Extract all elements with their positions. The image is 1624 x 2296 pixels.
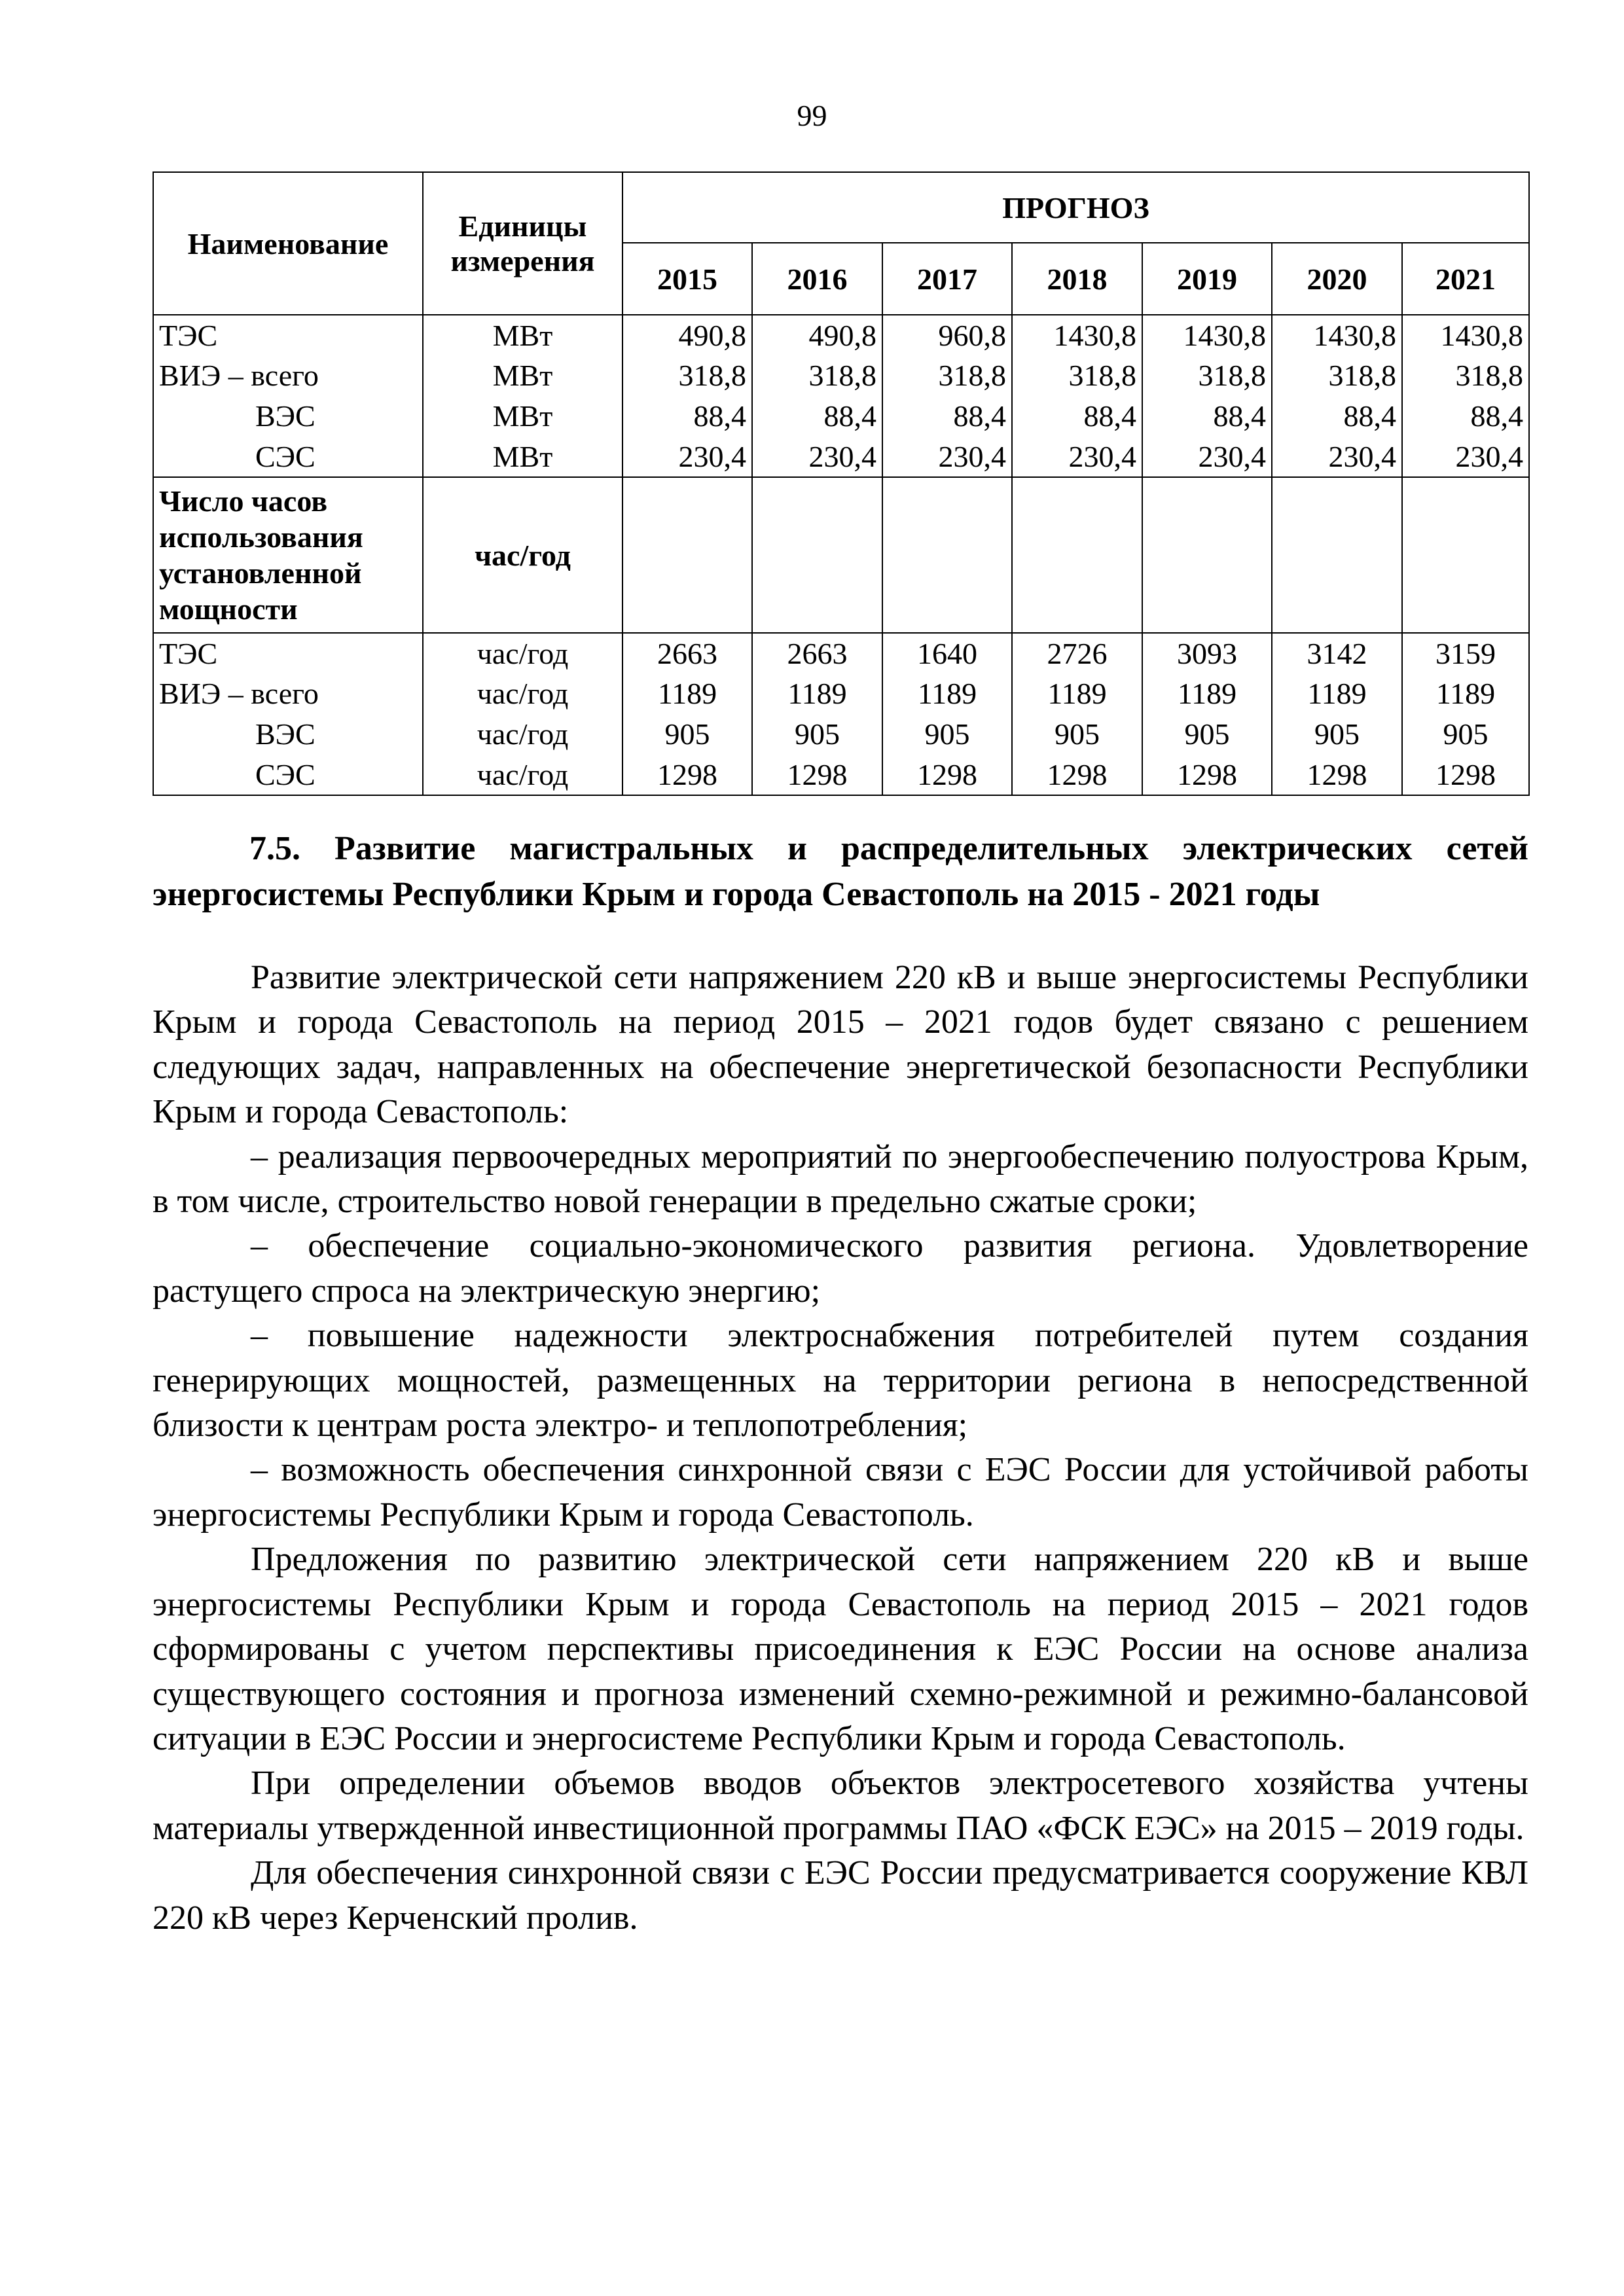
- table-cell: 1640: [882, 633, 1012, 673]
- empty-cell: [1012, 477, 1142, 633]
- empty-cell: [1402, 477, 1529, 633]
- year-header: 2021: [1402, 243, 1529, 315]
- page-number: 99: [797, 99, 827, 132]
- table-cell: 1298: [1142, 755, 1272, 795]
- table-row: [153, 437, 1529, 477]
- table-cell: 490,8: [623, 315, 752, 355]
- table-cell: 1189: [882, 673, 1012, 714]
- year-header: 2016: [752, 243, 882, 315]
- row-unit: МВт: [423, 315, 623, 355]
- table-cell: 1298: [882, 755, 1012, 795]
- table-cell: 1298: [1402, 755, 1529, 795]
- table-cell: 230,4: [623, 437, 752, 477]
- row-unit: час/год: [423, 673, 623, 714]
- year-header: 2020: [1272, 243, 1402, 315]
- paragraph: Развитие электрической сети напряжением 220 кВ и выше энергосистемы Республики Крым и города Севастополь на период 2015 – 2021 годов будет связано с решением следующих задач, направленных на обеспечение энергетической безопасности Республики Крым и города Севастополь:: [153, 959, 1528, 1131]
- table-cell: 905: [1012, 714, 1142, 755]
- row-unit: МВт: [423, 437, 623, 477]
- table-cell: 230,4: [1012, 437, 1142, 477]
- row-name: СЭС: [153, 437, 423, 477]
- table-cell: 3159: [1402, 633, 1529, 673]
- table-cell: 88,4: [1012, 396, 1142, 437]
- table-cell: 490,8: [752, 315, 882, 355]
- row-unit: МВт: [423, 396, 623, 437]
- table-cell: 318,8: [1272, 355, 1402, 396]
- table-row: [153, 633, 1529, 673]
- table-cell: 1189: [1272, 673, 1402, 714]
- table-cell: 318,8: [752, 355, 882, 396]
- table-row: [153, 355, 1529, 396]
- forecast-table: [153, 171, 1530, 796]
- table-cell: 1189: [752, 673, 882, 714]
- table-cell: 230,4: [1142, 437, 1272, 477]
- body-text: [153, 956, 1528, 1941]
- column-header-units: Единицы измерения: [423, 172, 623, 315]
- table-cell: 230,4: [882, 437, 1012, 477]
- row-unit: час/год: [423, 714, 623, 755]
- table-cell: 88,4: [1402, 396, 1529, 437]
- column-header-forecast: ПРОГНОЗ: [623, 172, 1529, 243]
- list-item: – обеспечение социально-экономического развития региона. Удовлетворение растущего спроса на электрическую энергию;: [153, 1227, 1528, 1310]
- empty-cell: [1272, 477, 1402, 633]
- table-cell: 905: [1402, 714, 1529, 755]
- table-cell: 318,8: [1012, 355, 1142, 396]
- year-header: 2017: [882, 243, 1012, 315]
- list-item: – реализация первоочередных мероприятий по энергообеспечению полуострова Крым, в том числе, строительство новой генерации в предельно сжатые сроки;: [153, 1138, 1528, 1221]
- table-cell: 960,8: [882, 315, 1012, 355]
- table-cell: 318,8: [623, 355, 752, 396]
- table-row: [153, 755, 1529, 795]
- table-cell: 3093: [1142, 633, 1272, 673]
- table-row: [153, 673, 1529, 714]
- column-header-name: Наименование: [153, 172, 423, 315]
- table-cell: 88,4: [1272, 396, 1402, 437]
- table-cell: 1430,8: [1142, 315, 1272, 355]
- row-unit: МВт: [423, 355, 623, 396]
- section-heading-text: 7.5. Развитие магистральных и распределительных электрических сетей энергосистемы Республики Крым и города Севастополь на 2015 - 2021 годы: [153, 830, 1528, 913]
- list-item: – повышение надежности электроснабжения потребителей путем создания генерирующих мощностей, размещенных на территории региона в непосредственной близости к центрам роста электро- и теплопотребления;: [153, 1317, 1528, 1444]
- row-unit: час/год: [423, 633, 623, 673]
- row-name: ВЭС: [153, 714, 423, 755]
- table-row: [153, 714, 1529, 755]
- table-cell: 1430,8: [1272, 315, 1402, 355]
- year-header: 2019: [1142, 243, 1272, 315]
- year-header: 2018: [1012, 243, 1142, 315]
- table-cell: 905: [1272, 714, 1402, 755]
- table-cell: 905: [623, 714, 752, 755]
- table-cell: 1430,8: [1402, 315, 1529, 355]
- row-name: ВЭС: [153, 396, 423, 437]
- table-cell: 1430,8: [1012, 315, 1142, 355]
- table-cell: 905: [882, 714, 1012, 755]
- paragraph: Для обеспечения синхронной связи с ЕЭС России предусматривается сооружение КВЛ 220 кВ через Керченский пролив.: [153, 1854, 1528, 1937]
- table-cell: 230,4: [1402, 437, 1529, 477]
- table-row: [153, 315, 1529, 355]
- row-name: ТЭС: [153, 315, 423, 355]
- table-cell: 88,4: [623, 396, 752, 437]
- table-cell: 2663: [623, 633, 752, 673]
- section-heading: [153, 826, 1528, 918]
- table-cell: 1298: [1012, 755, 1142, 795]
- row-name: ВИЭ – всего: [153, 673, 423, 714]
- table-cell: 905: [1142, 714, 1272, 755]
- table-cell: 318,8: [1142, 355, 1272, 396]
- section-row-name: Число часов использования установленной мощности: [153, 477, 423, 633]
- paragraph: Предложения по развитию электрической сети напряжением 220 кВ и выше энергосистемы Республики Крым и города Севастополь на период 2015 – 2021 годов сформированы с учетом перспективы присоединения к ЕЭС России на основе анализа существующего состояния и прогноза изменений схемно-режимной и режимно-балансовой ситуации в ЕЭС России и энергосистеме Республики Крым и города Севастополь.: [153, 1541, 1528, 1757]
- table-cell: 88,4: [882, 396, 1012, 437]
- table-cell: 1189: [1012, 673, 1142, 714]
- table-cell: 2663: [752, 633, 882, 673]
- row-name: ВИЭ – всего: [153, 355, 423, 396]
- empty-cell: [623, 477, 752, 633]
- list-item: – возможность обеспечения синхронной связи с ЕЭС России для устойчивой работы энергосистемы Республики Крым и города Севастополь.: [153, 1451, 1528, 1534]
- table-cell: 1189: [1402, 673, 1529, 714]
- table-cell: 3142: [1272, 633, 1402, 673]
- empty-cell: [882, 477, 1012, 633]
- table-cell: 2726: [1012, 633, 1142, 673]
- table-cell: 230,4: [752, 437, 882, 477]
- table-cell: 230,4: [1272, 437, 1402, 477]
- table-cell: 1189: [1142, 673, 1272, 714]
- paragraph: При определении объемов вводов объектов электросетевого хозяйства учтены материалы утвержденной инвестиционной программы ПАО «ФСК ЕЭС» на 2015 – 2019 годы.: [153, 1765, 1528, 1847]
- empty-cell: [752, 477, 882, 633]
- table-cell: 88,4: [1142, 396, 1272, 437]
- section-row: [153, 477, 1529, 633]
- table-cell: 318,8: [882, 355, 1012, 396]
- table-cell: 905: [752, 714, 882, 755]
- row-unit: час/год: [423, 755, 623, 795]
- table-cell: 1298: [623, 755, 752, 795]
- row-name: СЭС: [153, 755, 423, 795]
- table-cell: 1298: [1272, 755, 1402, 795]
- table-cell: 1298: [752, 755, 882, 795]
- row-name: ТЭС: [153, 633, 423, 673]
- table-cell: 1189: [623, 673, 752, 714]
- table-row: [153, 396, 1529, 437]
- section-row-unit: час/год: [423, 477, 623, 633]
- year-header: 2015: [623, 243, 752, 315]
- table-cell: 88,4: [752, 396, 882, 437]
- empty-cell: [1142, 477, 1272, 633]
- table-cell: 318,8: [1402, 355, 1529, 396]
